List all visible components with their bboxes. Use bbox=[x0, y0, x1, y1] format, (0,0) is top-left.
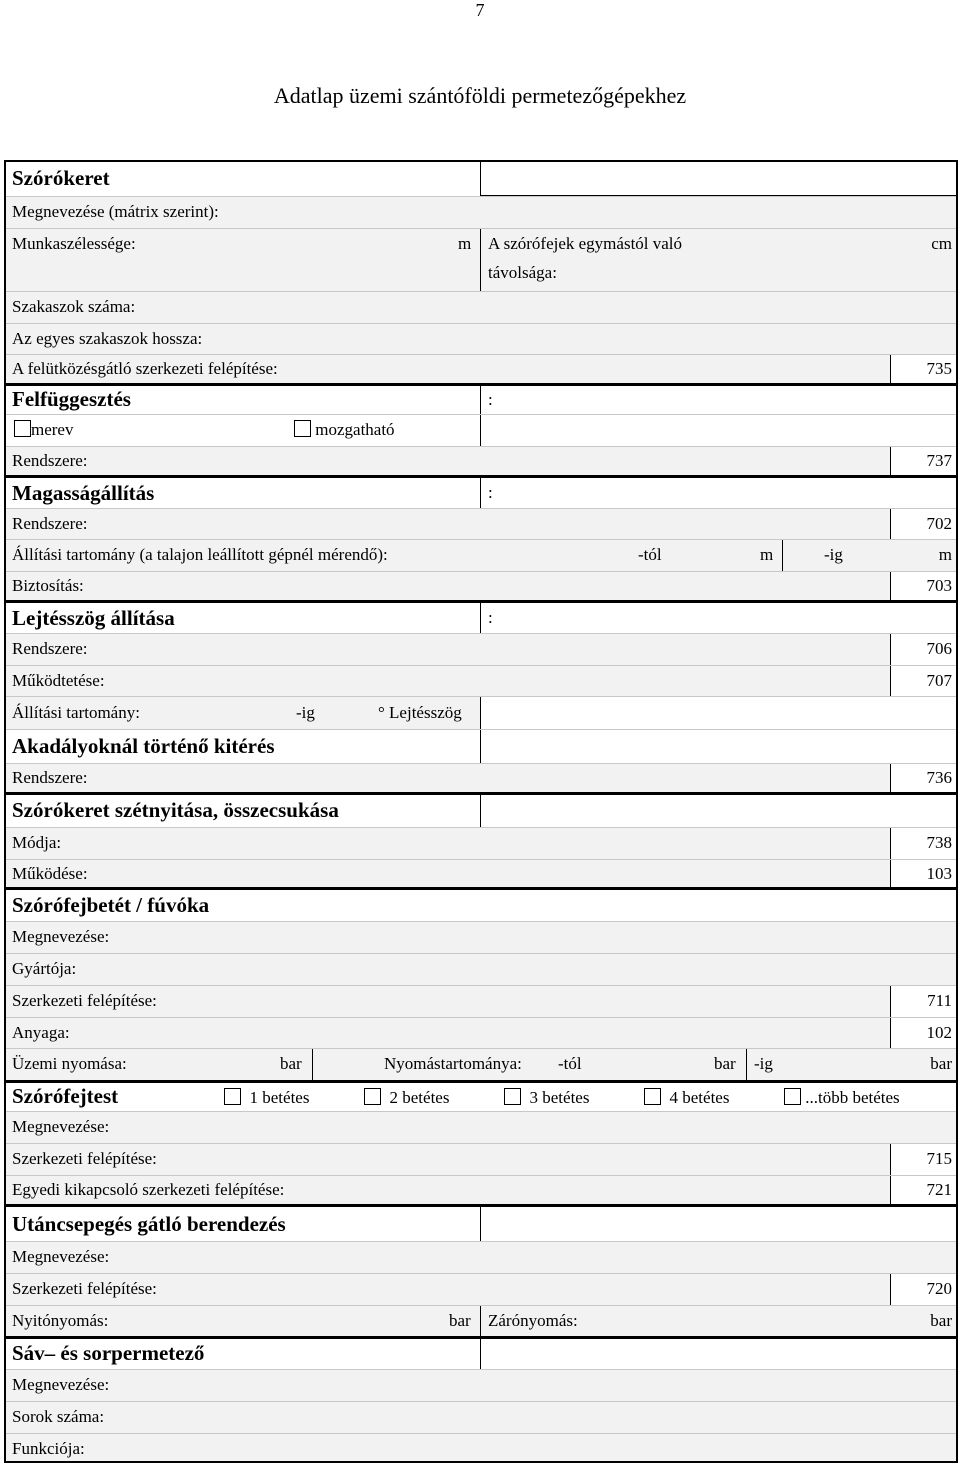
field-row[interactable] bbox=[6, 922, 956, 953]
field-row[interactable] bbox=[6, 509, 956, 539]
field-row[interactable] bbox=[6, 292, 956, 323]
field-row[interactable] bbox=[6, 1112, 956, 1143]
field-label: Módja: bbox=[12, 833, 62, 852]
field-label: Megnevezése: bbox=[12, 927, 110, 946]
unit-label: -tól bbox=[638, 545, 662, 564]
unit-label: bar bbox=[449, 1311, 471, 1330]
field-row[interactable] bbox=[6, 1242, 956, 1273]
option-label: merev bbox=[31, 420, 74, 439]
empty-checkbox-icon[interactable] bbox=[14, 420, 31, 437]
code-value: 735 bbox=[890, 355, 956, 383]
field-label: Szerkezeti felépítése: bbox=[12, 1279, 157, 1298]
field-label: Szerkezeti felépítése: bbox=[12, 1149, 157, 1168]
field-row[interactable] bbox=[6, 860, 956, 887]
section-lejtesszog-header bbox=[6, 603, 956, 633]
field-row[interactable] bbox=[6, 1018, 956, 1048]
field-row[interactable] bbox=[6, 1274, 956, 1305]
field-row[interactable] bbox=[6, 355, 956, 383]
field-label: Nyitónyomás: bbox=[12, 1311, 109, 1330]
field-label: A felütközésgátló szerkezeti felépítése: bbox=[12, 359, 278, 378]
field-row[interactable] bbox=[6, 1144, 956, 1175]
empty-checkbox-icon[interactable] bbox=[364, 1088, 381, 1105]
section-heading: Sáv– és sorpermetező bbox=[12, 1341, 205, 1365]
field-label: Funkciója: bbox=[12, 1439, 85, 1458]
field-row[interactable] bbox=[6, 540, 956, 571]
section-felfuggesztes-header bbox=[6, 386, 956, 414]
section-heading: Felfüggesztés bbox=[12, 387, 131, 411]
section-magassag-header bbox=[6, 478, 956, 508]
field-row[interactable] bbox=[6, 1049, 956, 1080]
code-value: 737 bbox=[890, 447, 956, 475]
field-row[interactable] bbox=[6, 1176, 956, 1204]
section-szorokeret-header bbox=[6, 162, 956, 196]
empty-checkbox-icon[interactable] bbox=[784, 1088, 801, 1105]
field-label: Rendszere: bbox=[12, 639, 88, 658]
field-label: Anyaga: bbox=[12, 1023, 70, 1042]
field-label: Rendszere: bbox=[12, 451, 88, 470]
field-label: A szórófejek egymástól való bbox=[488, 234, 683, 253]
field-label: Megnevezése: bbox=[12, 1117, 110, 1136]
option-label: 1 betétes bbox=[249, 1088, 310, 1107]
code-value: 711 bbox=[890, 986, 956, 1017]
option-row bbox=[6, 415, 956, 446]
field-row[interactable] bbox=[6, 1370, 956, 1401]
code-value: 721 bbox=[890, 1176, 956, 1204]
section-utancsepeges-header bbox=[6, 1207, 956, 1241]
page-number: 7 bbox=[475, 0, 485, 20]
field-label: Megnevezése (mátrix szerint): bbox=[12, 202, 219, 221]
unit-label: -ig bbox=[296, 703, 315, 722]
page-title: Adatlap üzemi szántóföldi permetezőgépekhez bbox=[273, 83, 687, 108]
field-row[interactable] bbox=[6, 697, 956, 729]
empty-checkbox-icon[interactable] bbox=[294, 420, 311, 437]
field-label: Megnevezése: bbox=[12, 1247, 110, 1266]
section-heading: Magasságállítás bbox=[12, 481, 155, 505]
code-value: 715 bbox=[890, 1144, 956, 1175]
section-heading: Szórókeret bbox=[12, 166, 110, 190]
unit-label: ° Lejtésszög bbox=[378, 703, 462, 722]
section-heading: Szórófejbetét / fúvóka bbox=[12, 893, 210, 917]
field-label: Működése: bbox=[12, 864, 88, 883]
field-label: Rendszere: bbox=[12, 768, 88, 787]
option-label: ...több betétes bbox=[805, 1088, 900, 1107]
unit-label: bar bbox=[930, 1311, 952, 1330]
code-value: 102 bbox=[890, 1018, 956, 1048]
colon: : bbox=[488, 608, 493, 627]
empty-checkbox-icon[interactable] bbox=[504, 1088, 521, 1105]
field-label: Állítási tartomány: bbox=[12, 703, 140, 722]
unit-label: m bbox=[938, 545, 952, 564]
code-value: 720 bbox=[890, 1274, 956, 1305]
field-label: Sorok száma: bbox=[12, 1407, 105, 1426]
unit-label: cm bbox=[931, 234, 952, 253]
field-label: Gyártója: bbox=[12, 959, 77, 978]
section-sav-header bbox=[6, 1339, 956, 1369]
unit-label: m bbox=[760, 545, 774, 564]
option-label: 4 betétes bbox=[669, 1088, 730, 1107]
unit-label: -ig bbox=[824, 545, 843, 564]
field-row[interactable] bbox=[6, 1306, 956, 1336]
option-label: 3 betétes bbox=[529, 1088, 590, 1107]
field-row[interactable] bbox=[6, 1434, 956, 1461]
section-heading: Szórókeret szétnyitása, összecsukása bbox=[12, 798, 339, 822]
empty-checkbox-icon[interactable] bbox=[224, 1088, 241, 1105]
field-label: Munkaszélessége: bbox=[12, 234, 136, 253]
field-label: Biztosítás: bbox=[12, 576, 84, 595]
section-heading: Lejtésszög állítása bbox=[12, 606, 175, 630]
field-row[interactable] bbox=[6, 954, 956, 985]
code-value: 706 bbox=[890, 634, 956, 665]
field-row[interactable] bbox=[6, 828, 956, 859]
unit-label: bar bbox=[714, 1054, 736, 1073]
colon: : bbox=[488, 390, 493, 409]
field-row[interactable] bbox=[6, 666, 956, 696]
code-value: 736 bbox=[890, 764, 956, 792]
field-label: Megnevezése: bbox=[12, 1375, 110, 1394]
entry-box[interactable] bbox=[480, 697, 956, 729]
unit-label: -ig bbox=[754, 1054, 773, 1073]
unit-label: -tól bbox=[558, 1054, 582, 1073]
option-label: 2 betétes bbox=[389, 1088, 450, 1107]
section-fejtest-header bbox=[6, 1083, 956, 1111]
empty-checkbox-icon[interactable] bbox=[644, 1088, 661, 1105]
field-label: Üzemi nyomása: bbox=[12, 1054, 127, 1073]
field-row[interactable] bbox=[6, 197, 956, 228]
colon: : bbox=[488, 483, 493, 502]
field-row[interactable] bbox=[6, 447, 956, 475]
code-value: 702 bbox=[890, 509, 956, 539]
field-row[interactable] bbox=[6, 1402, 956, 1433]
code-value: 707 bbox=[890, 666, 956, 696]
code-value: 103 bbox=[890, 860, 956, 887]
field-row[interactable] bbox=[6, 634, 956, 665]
section-betet-header bbox=[6, 890, 956, 921]
code-value: 738 bbox=[890, 828, 956, 859]
field-row[interactable] bbox=[6, 229, 956, 291]
code-value: 703 bbox=[890, 572, 956, 600]
field-label: távolsága: bbox=[488, 263, 557, 282]
section-szetnyitas-header bbox=[6, 795, 956, 827]
field-label: Zárónyomás: bbox=[488, 1311, 578, 1330]
field-row[interactable] bbox=[6, 324, 956, 354]
field-row[interactable] bbox=[6, 986, 956, 1017]
field-label: Nyomástartománya: bbox=[384, 1054, 522, 1073]
field-label: Rendszere: bbox=[12, 514, 88, 533]
section-akadaly-header bbox=[6, 730, 956, 763]
field-label: Az egyes szakaszok hossza: bbox=[12, 329, 203, 348]
field-label: Működtetése: bbox=[12, 671, 105, 690]
section-heading: Akadályoknál történő kitérés bbox=[12, 734, 275, 758]
unit-label: bar bbox=[930, 1054, 952, 1073]
unit-label: bar bbox=[280, 1054, 302, 1073]
field-label: Állítási tartomány (a talajon leállított gépnél mérendő): bbox=[12, 545, 388, 564]
field-label: Egyedi kikapcsoló szerkezeti felépítése: bbox=[12, 1180, 285, 1199]
field-label: Szerkezeti felépítése: bbox=[12, 991, 157, 1010]
section-heading: Szórófejtest bbox=[12, 1084, 119, 1108]
unit-label: m bbox=[458, 234, 472, 253]
entry-box[interactable] bbox=[480, 162, 956, 196]
section-heading: Utáncsepegés gátló berendezés bbox=[12, 1212, 286, 1236]
field-row[interactable] bbox=[6, 764, 956, 792]
datasheet-form bbox=[4, 160, 958, 1463]
field-label: Szakaszok száma: bbox=[12, 297, 136, 316]
field-row[interactable] bbox=[6, 572, 956, 600]
option-label: mozgatható bbox=[315, 420, 395, 439]
